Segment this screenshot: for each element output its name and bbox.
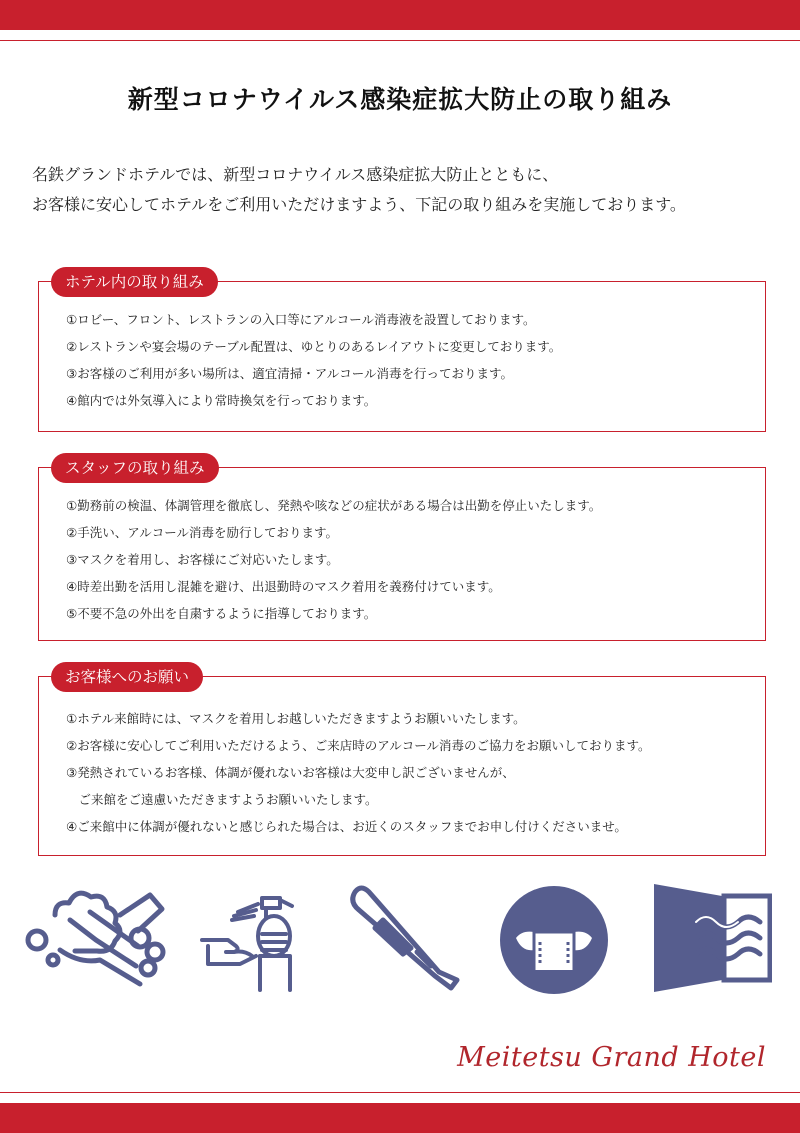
hand-washing-icon (20, 880, 170, 990)
intro-line: 名鉄グランドホテルでは、新型コロナウイルス感染症拡大防止とともに、 (32, 165, 559, 184)
list-item: ①ホテル来館時には、マスクを着用しお越しいただきますようお願いいたします。 (66, 711, 526, 726)
guest-requests-section (38, 668, 766, 856)
page-title: 新型コロナウイルス感染症拡大防止の取り組み (127, 85, 673, 114)
intro-line: お客様に安心してホテルをご利用いただけますよう、下記の取り組みを実施しております。 (32, 195, 686, 214)
bottom-decorative-band (0, 1092, 800, 1133)
list-item: ②手洗い、アルコール消毒を励行しております。 (66, 525, 338, 540)
intro-text (32, 160, 782, 220)
hotel-measures-section (38, 273, 766, 432)
hotel-brand-logo: Meitetsu Grand Hotel (457, 1042, 766, 1073)
sanitizer-dispenser-icon (200, 884, 310, 994)
thermometer-icon (345, 882, 465, 992)
list-item: ③お客様のご利用が多い場所は、適宜清掃・アルコール消毒を行っております。 (66, 366, 513, 381)
list-item: ③マスクを着用し、お客様にご対応いたします。 (66, 552, 339, 567)
face-mask-icon (498, 884, 610, 996)
list-item: ②レストランや宴会場のテーブル配置は、ゆとりのあるレイアウトに変更しております。 (66, 339, 562, 354)
list-item: ①勤務前の検温、体調管理を徹底し、発熱や咳などの症状がある場合は出勤を停止いたします。 (66, 498, 602, 513)
list-item: ②お客様に安心してご利用いただけるよう、ご来店時のアルコール消毒のご協力をお願いしております。 (66, 738, 651, 753)
list-item: ③発熱されているお客様、体調が優れないお客様は大変申し訳ございませんが、 (66, 765, 515, 780)
icon-row (0, 880, 800, 1010)
list-item: ④時差出勤を活用し混雑を避け、出退勤時のマスク着用を義務付けています。 (66, 579, 501, 594)
list-item: ①ロビー、フロント、レストランの入口等にアルコール消毒液を設置しております。 (66, 312, 536, 327)
list-item: ④館内では外気導入により常時換気を行っております。 (66, 393, 377, 408)
section-label: お客様へのお願い (51, 662, 203, 692)
staff-measures-section (38, 459, 766, 641)
ventilation-window-icon (652, 882, 772, 994)
list-item: ⑤不要不急の外出を自粛するように指導しております。 (66, 606, 377, 621)
section-label: スタッフの取り組み (51, 453, 219, 483)
list-item: ④ご来館中に体調が優れないと感じられた場合は、お近くのスタッフまでお申し付けくださいませ。 (66, 819, 627, 834)
list-item: ご来館をご遠慮いただきますようお願いいたします。 (66, 792, 378, 807)
section-label: ホテル内の取り組み (51, 267, 218, 297)
top-decorative-band (0, 0, 800, 41)
